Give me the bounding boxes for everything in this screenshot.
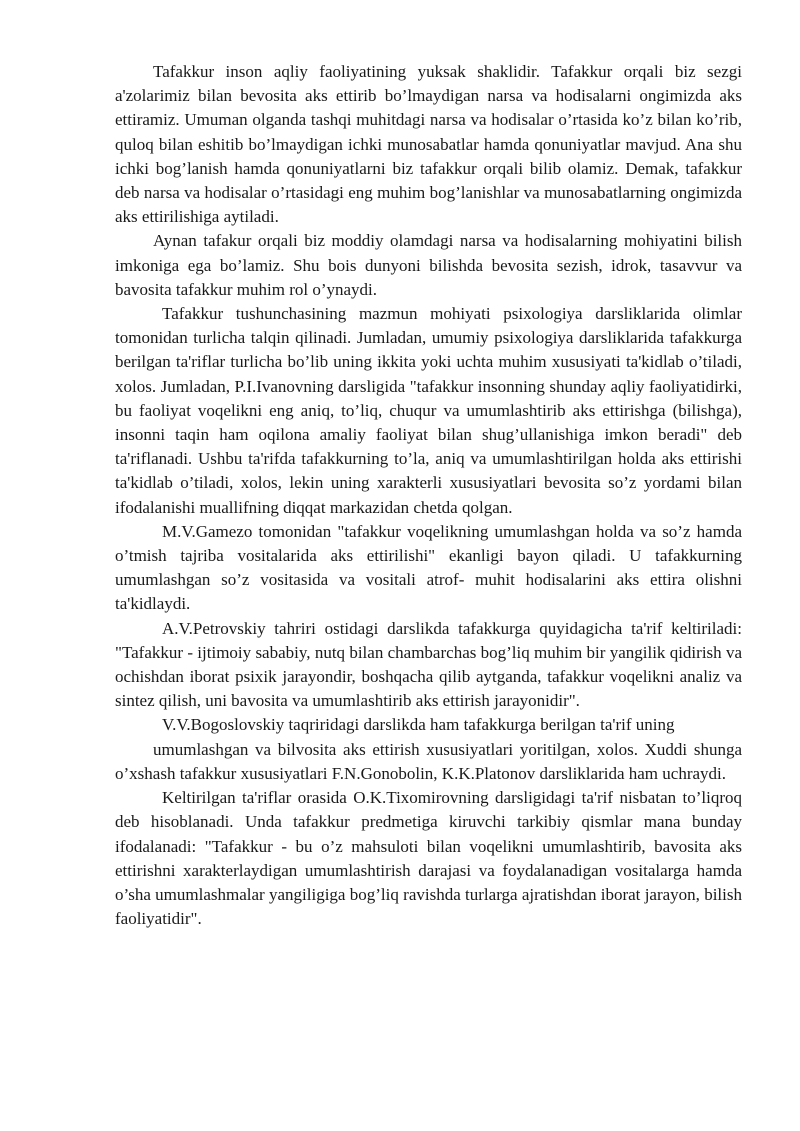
- paragraph-7: umumlashgan va bilvosita aks ettirish xususiyatlari yoritilgan, xolos. Xuddi shunga o’xshash tafakkur xususiyatlari F.N.Gonobolin, K.K.Platonov darsliklarida ham uchraydi.: [115, 739, 742, 783]
- paragraph-3: Tafakkur tushunchasining mazmun mohiyati psixologiya darsliklarida olimlar tomonidan turlicha talqin qilinadi. Jumladan, umumiy psixologiya darsliklarida tafakkurga berilgan ta'riflar turlicha bo’lib uning ikkita yoki uchta muhim xususiyati ta'kidlab o’tiladi, xolos. Jumladan, P.I.Ivanovning darsligida "tafakkur insonning shunday aqliy faoliyatidirki, bu faoliyat voqelikni eng aniq, to’liq, chuqur va umumlashtirib aks ettirishga (bilishga), insonni taqin ham oqilona amaliy faoliyat bilan shug’ullanishiga imkon beradi" deb ta'riflanadi. Ushbu ta'rifda tafakkurning to’la, aniq va umumlashtirilgan holda aks ettirishi ta'kidlab o’tiladi, xolos, lekin uning xarakterli xususiyatlari bevosita so’z yordami bilan ifodalanishi muallifning diqqat markazidan chetda qolgan.: [115, 304, 742, 517]
- paragraph-1: Tafakkur inson aqliy faoliyatining yuksak shaklidir. Tafakkur orqali biz sezgi a'zolarimiz bilan bevosita aks ettirib bo’lmaydigan narsa va hodisalarni ongimizda aks ettiramiz. Umuman olganda tashqi muhitdagi narsa va hodisalar o’rtasida ko’z bilan ko’rib, quloq bilan eshitib bo’lmaydigan ichki munosabatlar hamda qonuniyatlar mavjud. Ana shu ichki bog’lanish hamda qonuniyatlarni biz tafakkur orqali bilib olamiz. Demak, tafakkur deb narsa va hodisalar o’rtasidagi eng muhim bog’lanishlar va munosabatlarning ongimizda aks ettirilishiga aytiladi.: [115, 62, 742, 227]
- paragraph-5: A.V.Petrovskiy tahriri ostidagi darslikda tafakkurga quyidagicha ta'rif keltiriladi: "Tafakkur - ijtimoiy sababiy, nutq bilan chambarchas bog’liq muhim bir yangilik qidirish va ochishdan iborat psixik jarayondir, boshqacha qilib aytganda, tafakkur voqelikni analiz va sintez qilish, uni bavosita va umumlashtirib aks ettirish jarayonidir".: [115, 618, 742, 711]
- paragraph-8: Keltirilgan ta'riflar orasida O.K.Tixomirovning darsligidagi ta'rif nisbatan to’liqroq deb hisoblanadi. Unda tafakkur predmetiga kiruvchi tarkibiy qismlar mana bunday ifodalanadi: "Tafakkur - bu o’z mahsuloti bilan voqelikni umumlashtirib, bavosita aks ettirishni xarakterlaydigan umumlashtirish darajasi va foydalanadigan vositalarga hamda o’sha umumlashmalar yangiligiga bog’liq ravishda turlarga ajratishdan iborat jarayon, bilish faoliyatidir".: [115, 788, 742, 929]
- paragraph-6: V.V.Bogoslovskiy taqriridagi darslikda ham tafakkurga berilgan ta'rif uning: [162, 715, 675, 735]
- document-page: [115, 60, 742, 931]
- paragraph-2: Aynan tafakur orqali biz moddiy olamdagi narsa va hodisalarning mohiyatini bilish imkoniga ega bo’lamiz. Shu bois dunyoni bilishda bevosita sezish, idrok, tasavvur va bavosita tafakkur muhim rol o’ynaydi.: [115, 231, 742, 299]
- paragraph-4: M.V.Gamezo tomonidan "tafakkur voqelikning umumlashgan holda va so’z hamda o’tmish tajriba vositalarida aks ettirilishi" ekanligi bayon qiladi. U tafakkurning umumlashgan so’z vositasida va vositali atrof- muhit hodisalarini aks ettira olishni ta'kidlaydi.: [115, 521, 742, 614]
